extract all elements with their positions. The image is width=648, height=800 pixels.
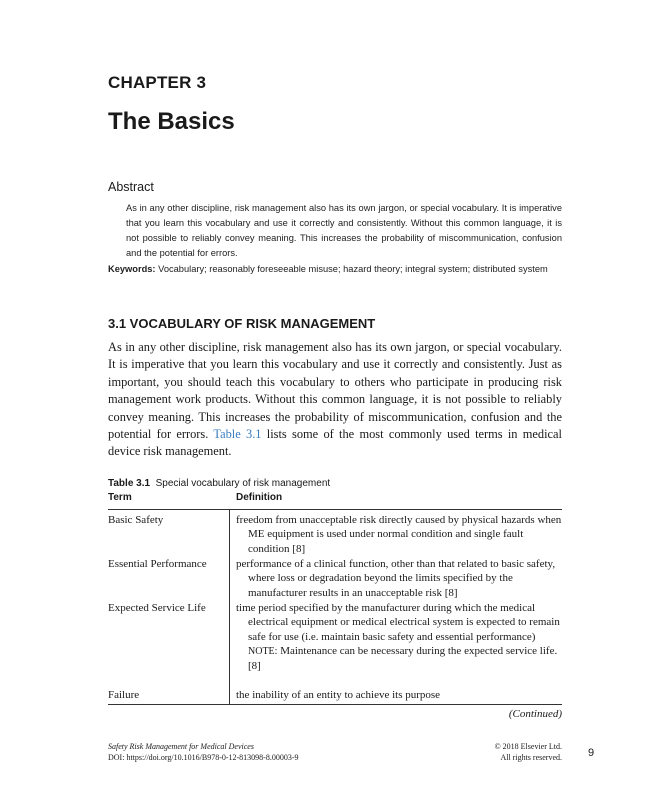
table-caption — [108, 478, 330, 489]
footer-book-title: Safety Risk Management for Medical Devices — [108, 742, 254, 751]
table-header-term: Term — [108, 492, 132, 503]
row-definition: the inability of an entity to achieve its purpose — [236, 689, 441, 701]
section-body — [108, 339, 562, 461]
table-bottom-rule — [108, 704, 562, 705]
note-label: NOTE: — [248, 645, 278, 657]
row-term: Basic Safety — [108, 514, 164, 526]
footer-rights-line: All rights reserved. — [500, 753, 562, 762]
abstract-heading: Abstract — [108, 180, 154, 194]
page-number: 9 — [588, 747, 595, 759]
body-text-after-link: lists some of the most commonly used terms in medical device risk management. — [108, 427, 562, 459]
row-definition: time period specified by the manufacturer during which the medical electrical equipment or medical electrical system is expected to remain safe for use (i.e. maintain basic safety and essential performance) NOTE: Maintenance can be necessary during the expected service life. [8] — [236, 602, 560, 673]
keywords — [108, 262, 562, 276]
row-term: Failure — [108, 689, 140, 701]
chapter-title: The Basics — [108, 108, 235, 135]
table-reference-link[interactable]: Table 3.1 — [213, 427, 262, 442]
row-term: Expected Service Life — [108, 602, 206, 614]
table-header — [108, 491, 562, 510]
footer-copyright-line: © 2018 Elsevier Ltd. — [494, 742, 562, 751]
row-definition: freedom from unacceptable risk directly caused by physical hazards when ME equipment is used under normal condition and single fault condition [8] — [236, 514, 562, 555]
table-continued-note: (Continued) — [508, 708, 562, 720]
footer-copyright — [470, 741, 562, 763]
row-term: Essential Performance — [108, 558, 207, 570]
table-header-definition: Definition — [236, 492, 283, 503]
abstract-text: As in any other discipline, risk management also has its own jargon, or special vocabulary. It is imperative that you learn this vocabulary and use it correctly and consistently. Without this common language, it is not possible to reliably convey meaning. This increases the probability of miscommunication, confusion and the potential for errors. — [126, 203, 562, 258]
keywords-text: Vocabulary; reasonably foreseeable misuse; hazard theory; integral system; distributed system — [158, 264, 548, 274]
keywords-label: Keywords: — [108, 264, 156, 274]
chapter-label: CHAPTER 3 — [108, 73, 207, 92]
body-text-before-link: As in any other discipline, risk management also has its own jargon, or special vocabulary. It is imperative that you learn this vocabulary and use it correctly and consistently. Just as important, you should teach this vocabulary to others who participate in producing risk management work products. Without this common language, it is not possible to reliably convey meaning. This increases the probability of miscommunication, confusion and the potential for errors. — [108, 340, 562, 442]
footer-citation — [108, 741, 299, 763]
footer-doi[interactable]: DOI: https://doi.org/10.1016/B978-0-12-813098-8.00003-9 — [108, 753, 299, 762]
table-caption-label: Table 3.1 — [108, 478, 151, 489]
section-heading: 3.1 VOCABULARY OF RISK MANAGEMENT — [108, 316, 376, 331]
row-definition: performance of a clinical function, other than that related to basic safety, where loss or degradation beyond the limits specified by the manufacturer results in an unacceptable risk [8] — [236, 558, 556, 599]
table-caption-text: Special vocabulary of risk management — [155, 478, 331, 489]
table-column-divider — [229, 509, 230, 704]
note-text: Maintenance can be necessary during the expected service life. [8] — [248, 644, 558, 673]
